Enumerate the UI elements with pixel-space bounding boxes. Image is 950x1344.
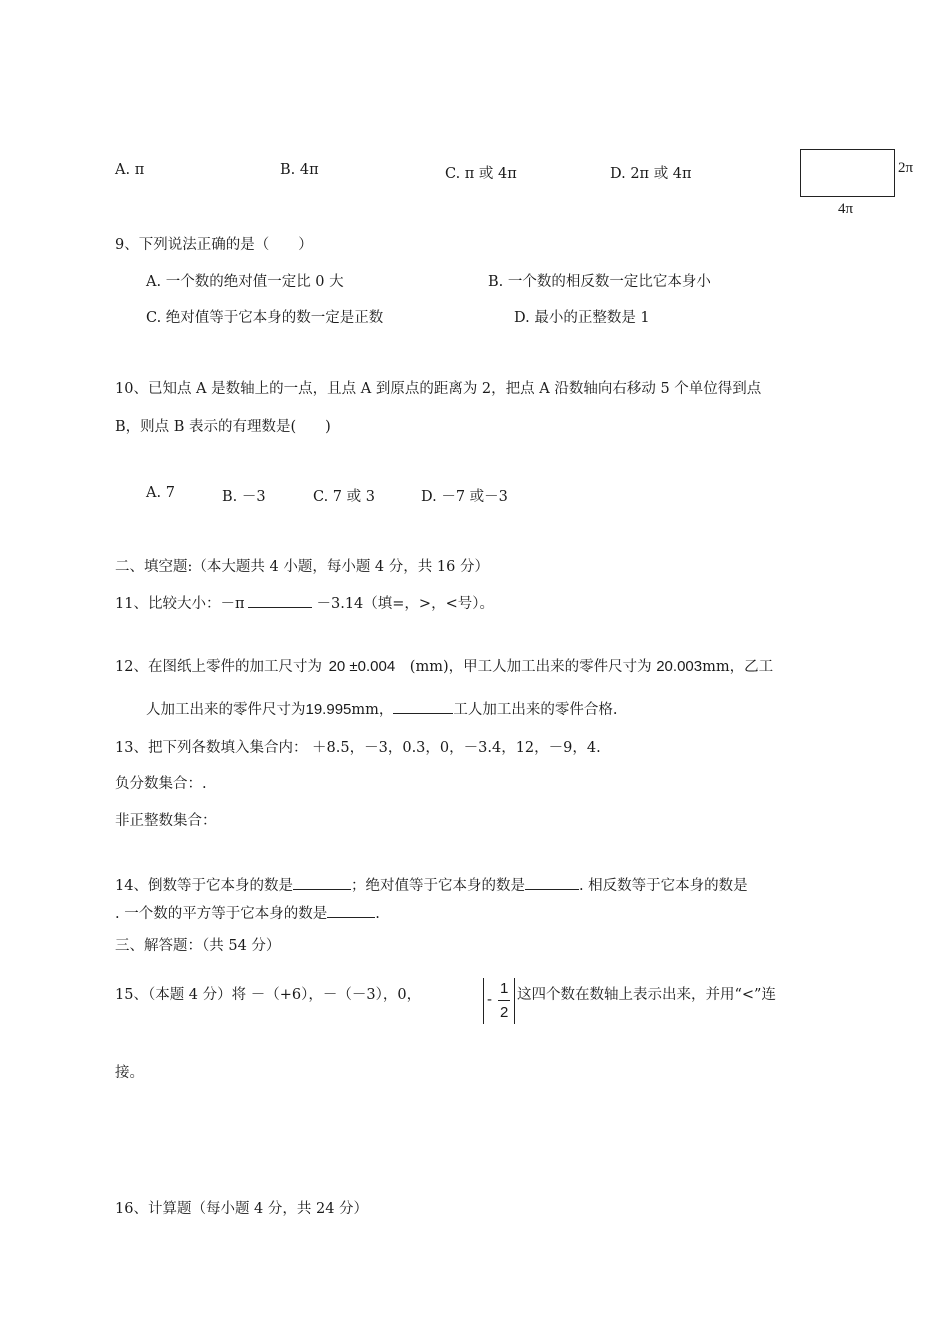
q16-heading: 16、计算题（每小题 4 分，共 24 分） [115,1201,369,1217]
q12-size-b: 19.995 [305,701,352,718]
q8-option-d: D. 2π 或 4π [610,166,692,182]
q12-line-2 [146,698,618,719]
q10-line-1: 10、已知点 A 是数轴上的一点，且点 A 到原点的距离为 2，把点 A 沿数轴向右移动 5 个单位得到点 [115,381,762,397]
q14-line-2 [115,902,380,923]
q15-fraction-bar [498,1000,510,1001]
q12-line-2-b: mm， [351,702,394,718]
q14-blank-1[interactable] [293,875,351,890]
q12-line-1 [115,655,773,676]
q8-option-b: B. 4π [280,162,319,178]
q11-prefix: 11、比较大小：－π [115,596,245,612]
q15-minus: - [487,991,492,1008]
q12-size-a: 20.003 [656,658,703,675]
q12-part-2: (mm)，甲工人加工出来的零件尺寸为 [409,659,652,675]
q10-line-2: B，则点 B 表示的有理数是( ) [115,419,331,435]
q14-part-d: . 一个数的平方等于它本身的数是 [115,906,328,922]
q10-option-a: A. 7 [146,485,175,501]
q8-option-c: C. π 或 4π [445,166,517,182]
q15-absolute-value [483,978,515,1024]
section-3-heading: 三、解答题：（共 54 分） [115,938,281,954]
q13-set-negative-fractions: 负分数集合：. [115,776,207,792]
q9-option-d: D. 最小的正整数是 1 [514,310,650,326]
q10-option-b: B. －3 [222,489,266,505]
q13-set-nonpositive-integers: 非正整数集合： [115,813,217,829]
q14-part-a: 14、倒数等于它本身的数是 [115,878,293,894]
q12-part-3: mm，乙工 [702,659,774,675]
q9-option-b: B. 一个数的相反数一定比它本身小 [488,274,711,290]
q14-part-e: . [375,906,380,922]
q15-part-1: 15、（本题 4 分）将 －（+6），－（－3），0， [115,987,422,1003]
q14-part-c: . 相反数等于它本身的数是 [578,878,748,894]
q15-part-3: 接。 [115,1065,144,1081]
q15-denominator: 2 [500,1004,509,1021]
q15-numerator: 1 [500,980,509,997]
figure-side-label: 2π [898,160,914,176]
q12-line-2-c: 工人加工出来的零件合格. [453,702,618,718]
q14-part-b: ；绝对值等于它本身的数是 [350,878,525,894]
rectangle-figure [800,149,895,197]
section-2-heading: 二、填空题:（本大题共 4 小题，每小题 4 分，共 16 分） [115,559,489,575]
q12-line-2-a: 人加工出来的零件尺寸为 [146,702,306,718]
q10-option-c: C. 7 或 3 [313,489,375,505]
q12-blank[interactable] [393,699,453,714]
figure-bottom-label: 4π [838,201,854,217]
q9-option-c: C. 绝对值等于它本身的数一定是正数 [146,310,384,326]
q14-blank-4[interactable] [327,903,375,918]
q12-size: 20 ±0.004 [328,658,396,675]
q14-line-1 [115,874,748,895]
q14-blank-2[interactable] [525,875,579,890]
q9-option-a: A. 一个数的绝对值一定比 0 大 [146,274,344,290]
q11-suffix: －3.14（填=，>，<号）。 [316,596,494,612]
q8-option-a: A. π [115,162,145,178]
q13-stem: 13、把下列各数填入集合内： ＋8.5，－3，0.3，0，－3.4，12，－9，4. [115,740,601,756]
q10-option-d: D. －7 或－3 [421,489,508,505]
q12-part-1: 12、在图纸上零件的加工尺寸为 [115,659,322,675]
q9-stem: 9、下列说法正确的是（ ） [115,237,313,253]
q15-part-2: 这四个数在数轴上表示出来，并用“<”连 [517,987,776,1003]
q11-line [115,592,494,613]
q11-blank[interactable] [248,593,312,608]
